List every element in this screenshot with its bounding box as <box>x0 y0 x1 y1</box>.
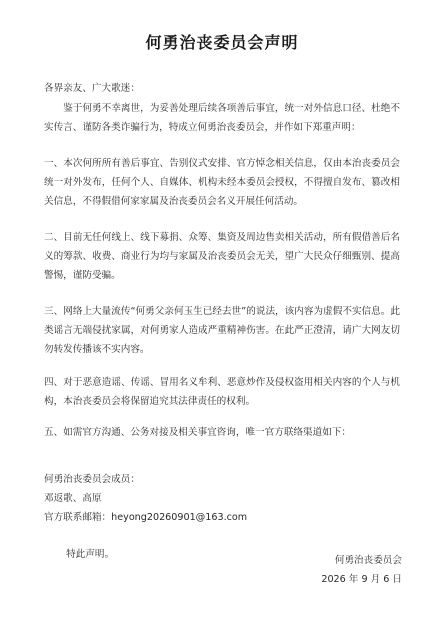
section-2: 二、目前无任何线上、线下募捐、众筹、集资及周边售卖相关活动，所有假借善后名义的筹款、收费、商业行为均与家属及治丧委员会无关，望广大民众仔细甄别、提高警惕，谨防受骗。 <box>44 232 400 281</box>
section-5: 五、如需官方沟通、公务对接及相关事宜咨询，唯一官方联络渠道如下： <box>44 427 351 438</box>
intro-paragraph: 鉴于何勇不幸离世，为妥善处理后续各项善后事宜，统一对外信息口径、杜绝不实传言、谨防各类诈骗行为，特成立何勇治丧委员会，并作如下郑重声明： <box>44 103 400 133</box>
date: 2026 年 9 月 6 日 <box>321 574 402 585</box>
document-title: 何勇治丧委员会声明 <box>145 33 299 52</box>
section-4: 四、对于恶意造谣、传谣、冒用名义牟利、恶意炒作及侵权盗用相关内容的个人与机构，本治丧委员会将保留追究其法律责任的权利。 <box>44 377 400 407</box>
contact-label: 官方联系邮箱： <box>44 512 112 523</box>
contact-email[interactable]: heyong20260901@163.com <box>111 512 248 523</box>
signature-block <box>321 551 402 589</box>
section-1: 一、本次何所所有善后事宜、告别仪式安排、官方悼念相关信息，仅由本治丧委员会统一对外发布，任何个人、自媒体、机构未经本委员会授权，不得擅自发布、篡改相关信息，不得假借何家家属及治丧委员会名义开展任何活动。 <box>44 158 400 207</box>
section-3: 三、网络上大量流传“何勇父亲何玉生已经去世”的说法，该内容为虚假不实信息。此类谣言无端侵扰家属，对何勇家人造成严重精神伤害。在此严正澄清，请广大网友切勿转发传播该不实内容。 <box>44 306 400 355</box>
salutation: 各界亲友、广大歌迷： <box>44 83 140 94</box>
contact-line <box>44 508 400 527</box>
members-title: 何勇治丧委员会成员： <box>44 474 140 485</box>
signature: 何勇治丧委员会 <box>334 555 402 566</box>
closing-line: 特此声明。 <box>66 549 115 560</box>
member-names: 邓返歌、高原 <box>44 493 102 504</box>
